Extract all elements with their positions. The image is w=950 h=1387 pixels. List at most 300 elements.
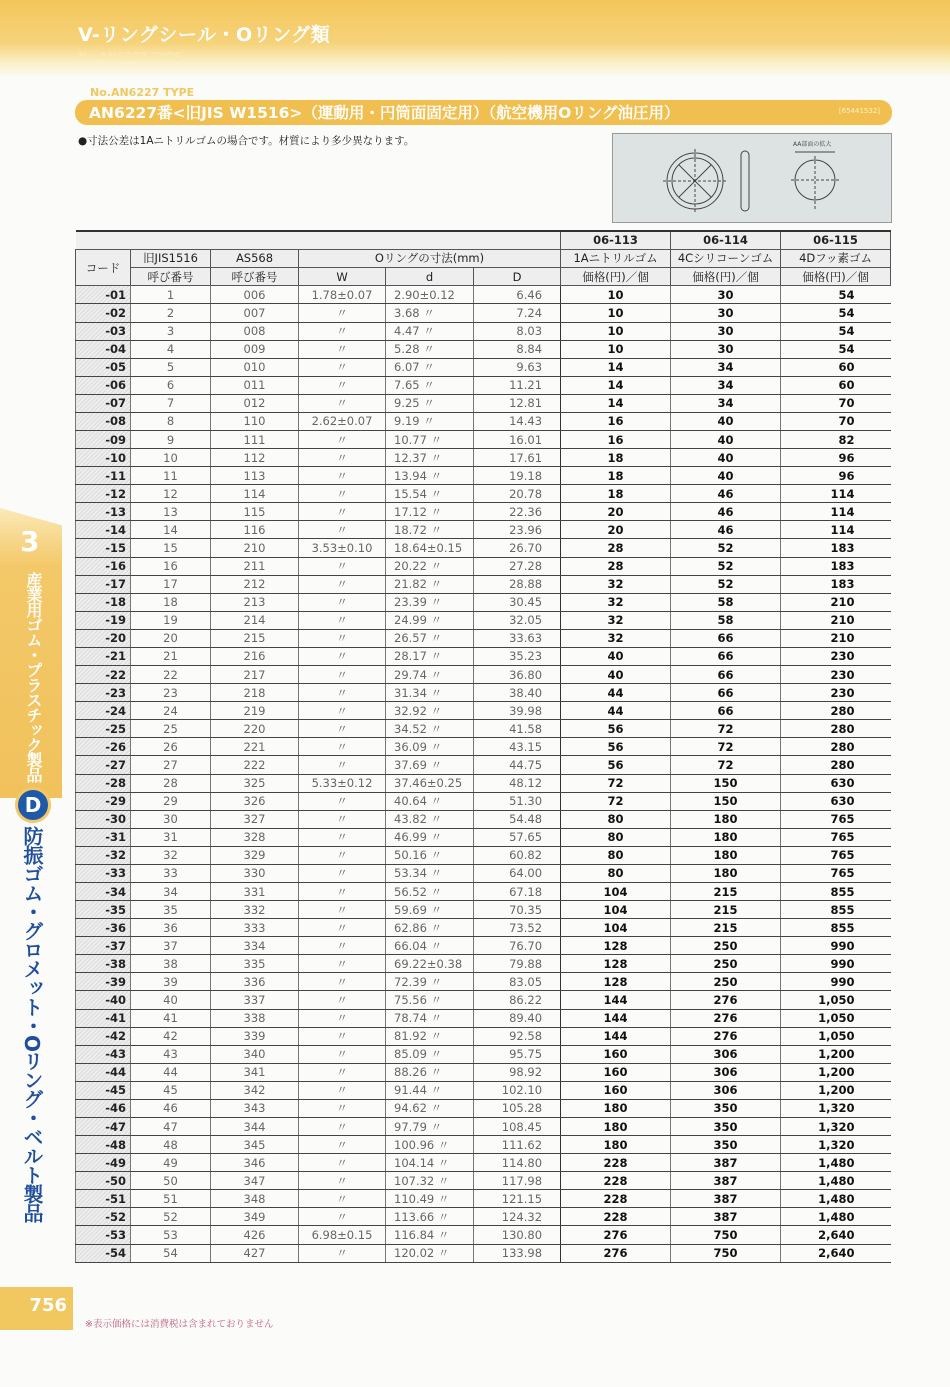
cell-price-fluoro: 630 — [781, 792, 891, 810]
cell-as568: 116 — [211, 521, 299, 539]
cell-as568: 010 — [211, 358, 299, 376]
table-row — [76, 1063, 891, 1081]
cell-d: 9.19 〃 — [386, 412, 474, 430]
cell-d: 2.90±0.12 — [386, 286, 474, 304]
cell-jis: 24 — [131, 702, 211, 720]
cell-jis: 44 — [131, 1063, 211, 1081]
cell-price-fluoro: 765 — [781, 846, 891, 864]
cell-as568: 342 — [211, 1081, 299, 1099]
cell-price-silicone: 276 — [671, 1027, 781, 1045]
table-row — [76, 901, 891, 919]
cell-D: 64.00 — [474, 864, 561, 882]
cell-jis: 36 — [131, 919, 211, 937]
cell-price-nitrile: 276 — [561, 1226, 671, 1244]
cell-price-silicone: 66 — [671, 629, 781, 647]
cell-price-silicone: 52 — [671, 539, 781, 557]
cell-price-fluoro: 1,050 — [781, 1009, 891, 1027]
cell-d: 36.09 〃 — [386, 738, 474, 756]
cell-d: 66.04 〃 — [386, 937, 474, 955]
cell-D: 111.62 — [474, 1136, 561, 1154]
cell-w: 〃 — [299, 322, 386, 340]
cell-code: -45 — [76, 1081, 131, 1099]
cell-jis: 43 — [131, 1045, 211, 1063]
cell-w: 〃 — [299, 1009, 386, 1027]
col-dimensions: Oリングの寸法(mm) — [299, 249, 561, 267]
cell-price-fluoro: 210 — [781, 611, 891, 629]
cell-d: 4.47 〃 — [386, 322, 474, 340]
cell-as568: 219 — [211, 702, 299, 720]
cell-price-silicone: 46 — [671, 503, 781, 521]
cell-price-silicone: 180 — [671, 864, 781, 882]
cell-code: -38 — [76, 955, 131, 973]
cell-as568: 218 — [211, 684, 299, 702]
cell-code: -36 — [76, 919, 131, 937]
table-row — [76, 1190, 891, 1208]
cell-d: 5.28 〃 — [386, 340, 474, 358]
cell-w: 〃 — [299, 340, 386, 358]
cell-price-nitrile: 56 — [561, 720, 671, 738]
cell-jis: 53 — [131, 1226, 211, 1244]
cell-price-fluoro: 210 — [781, 593, 891, 611]
cell-price-silicone: 180 — [671, 810, 781, 828]
o-ring-diagram — [612, 133, 892, 223]
cell-jis: 22 — [131, 666, 211, 684]
cell-price-fluoro: 855 — [781, 882, 891, 900]
cell-price-fluoro: 230 — [781, 666, 891, 684]
cell-code: -37 — [76, 937, 131, 955]
cell-price-silicone: 72 — [671, 720, 781, 738]
cell-code: -50 — [76, 1172, 131, 1190]
cell-as568: 112 — [211, 449, 299, 467]
cell-price-nitrile: 228 — [561, 1172, 671, 1190]
cell-d: 75.56 〃 — [386, 991, 474, 1009]
table-row — [76, 1172, 891, 1190]
cell-w: 5.33±0.12 — [299, 774, 386, 792]
cell-w: 〃 — [299, 304, 386, 322]
cell-as568: 011 — [211, 376, 299, 394]
section-title-bar — [75, 100, 892, 125]
cell-as568: 347 — [211, 1172, 299, 1190]
cell-price-silicone: 180 — [671, 846, 781, 864]
table-row — [76, 919, 891, 937]
cell-D: 117.98 — [474, 1172, 561, 1190]
price3-code: 06-115 — [781, 231, 891, 249]
cell-price-silicone: 276 — [671, 991, 781, 1009]
cell-jis: 51 — [131, 1190, 211, 1208]
cell-D: 32.05 — [474, 611, 561, 629]
cell-D: 20.78 — [474, 485, 561, 503]
cell-d: 13.94 〃 — [386, 467, 474, 485]
cell-price-silicone: 350 — [671, 1099, 781, 1117]
cell-D: 57.65 — [474, 828, 561, 846]
cell-price-nitrile: 44 — [561, 684, 671, 702]
cell-code: -06 — [76, 376, 131, 394]
cell-w: 6.98±0.15 — [299, 1226, 386, 1244]
cell-price-silicone: 30 — [671, 322, 781, 340]
cell-price-nitrile: 128 — [561, 973, 671, 991]
cell-price-silicone: 72 — [671, 756, 781, 774]
col-jis: 旧JIS1516 — [131, 249, 211, 267]
cell-price-silicone: 30 — [671, 286, 781, 304]
cell-price-nitrile: 18 — [561, 467, 671, 485]
col-as568: AS568 — [211, 249, 299, 267]
cell-as568: 328 — [211, 828, 299, 846]
cell-as568: 217 — [211, 666, 299, 684]
cell-w: 〃 — [299, 973, 386, 991]
cell-price-fluoro: 630 — [781, 774, 891, 792]
cell-jis: 19 — [131, 611, 211, 629]
cell-price-silicone: 250 — [671, 973, 781, 991]
cell-w: 〃 — [299, 1063, 386, 1081]
cell-w: 2.62±0.07 — [299, 412, 386, 430]
cell-as568: 341 — [211, 1063, 299, 1081]
cell-w: 〃 — [299, 1099, 386, 1117]
cell-d: 31.34 〃 — [386, 684, 474, 702]
cell-as568: 340 — [211, 1045, 299, 1063]
cell-w: 〃 — [299, 1154, 386, 1172]
cell-d: 34.52 〃 — [386, 720, 474, 738]
cell-price-fluoro: 1,200 — [781, 1045, 891, 1063]
cell-as568: 326 — [211, 792, 299, 810]
cell-d: 113.66 〃 — [386, 1208, 474, 1226]
cell-jis: 9 — [131, 431, 211, 449]
table-row — [76, 882, 891, 900]
cell-D: 83.05 — [474, 973, 561, 991]
cell-price-nitrile: 32 — [561, 629, 671, 647]
cell-price-fluoro: 54 — [781, 322, 891, 340]
table-row — [76, 1009, 891, 1027]
cell-as568: 329 — [211, 846, 299, 864]
cell-w: 〃 — [299, 937, 386, 955]
cell-as568: 110 — [211, 412, 299, 430]
table-row — [76, 666, 891, 684]
cell-code: -48 — [76, 1136, 131, 1154]
cell-price-fluoro: 1,480 — [781, 1208, 891, 1226]
cell-jis: 7 — [131, 394, 211, 412]
cell-jis: 52 — [131, 1208, 211, 1226]
cell-price-nitrile: 180 — [561, 1099, 671, 1117]
cell-D: 124.32 — [474, 1208, 561, 1226]
cell-code: -27 — [76, 756, 131, 774]
cell-price-nitrile: 104 — [561, 901, 671, 919]
table-row — [76, 1099, 891, 1117]
cell-D: 33.63 — [474, 629, 561, 647]
cell-code: -08 — [76, 412, 131, 430]
cell-d: 59.69 〃 — [386, 901, 474, 919]
cell-price-nitrile: 72 — [561, 792, 671, 810]
cell-price-nitrile: 180 — [561, 1136, 671, 1154]
cell-w: 〃 — [299, 882, 386, 900]
cell-w: 〃 — [299, 1172, 386, 1190]
cell-D: 8.03 — [474, 322, 561, 340]
cell-price-fluoro: 1,200 — [781, 1063, 891, 1081]
cell-d: 69.22±0.38 — [386, 955, 474, 973]
cell-jis: 16 — [131, 557, 211, 575]
cell-price-silicone: 66 — [671, 647, 781, 665]
cell-code: -43 — [76, 1045, 131, 1063]
cell-price-nitrile: 180 — [561, 1117, 671, 1135]
cell-w: 〃 — [299, 521, 386, 539]
cell-as568: 215 — [211, 629, 299, 647]
cell-price-silicone: 46 — [671, 485, 781, 503]
cell-price-nitrile: 104 — [561, 882, 671, 900]
cell-D: 19.18 — [474, 467, 561, 485]
table-row — [76, 575, 891, 593]
cell-D: 89.40 — [474, 1009, 561, 1027]
table-row — [76, 611, 891, 629]
cell-price-fluoro: 1,320 — [781, 1117, 891, 1135]
table-row — [76, 503, 891, 521]
col-d: d — [386, 268, 474, 286]
cell-code: -19 — [76, 611, 131, 629]
cell-price-silicone: 750 — [671, 1244, 781, 1262]
cell-d: 104.14 〃 — [386, 1154, 474, 1172]
cell-price-nitrile: 56 — [561, 738, 671, 756]
table-row — [76, 376, 891, 394]
cell-price-nitrile: 20 — [561, 521, 671, 539]
cell-jis: 2 — [131, 304, 211, 322]
cell-price-nitrile: 28 — [561, 557, 671, 575]
col-code: コード — [76, 249, 131, 286]
cell-as568: 111 — [211, 431, 299, 449]
cell-price-silicone: 150 — [671, 792, 781, 810]
cell-price-silicone: 387 — [671, 1154, 781, 1172]
cell-jis: 28 — [131, 774, 211, 792]
cell-as568: 113 — [211, 467, 299, 485]
cell-price-fluoro: 60 — [781, 358, 891, 376]
cell-price-fluoro: 2,640 — [781, 1226, 891, 1244]
cell-price-nitrile: 40 — [561, 666, 671, 684]
cell-D: 14.43 — [474, 412, 561, 430]
col-as-number: 呼び番号 — [211, 268, 299, 286]
cell-as568: 115 — [211, 503, 299, 521]
cell-D: 17.61 — [474, 449, 561, 467]
cell-price-silicone: 40 — [671, 412, 781, 430]
cell-D: 35.23 — [474, 647, 561, 665]
cell-price-fluoro: 2,640 — [781, 1244, 891, 1262]
cell-w: 〃 — [299, 720, 386, 738]
cell-price-silicone: 387 — [671, 1208, 781, 1226]
cell-price-silicone: 66 — [671, 684, 781, 702]
table-row — [76, 720, 891, 738]
cell-price-silicone: 387 — [671, 1190, 781, 1208]
cell-w: 〃 — [299, 394, 386, 412]
page-number: 756 — [0, 1287, 73, 1330]
cell-price-nitrile: 32 — [561, 593, 671, 611]
cell-code: -20 — [76, 629, 131, 647]
cell-d: 40.64 〃 — [386, 792, 474, 810]
table-row — [76, 1208, 891, 1226]
cell-price-fluoro: 96 — [781, 467, 891, 485]
table-row — [76, 828, 891, 846]
cell-as568: 327 — [211, 810, 299, 828]
cell-d: 15.54 〃 — [386, 485, 474, 503]
cell-D: 79.88 — [474, 955, 561, 973]
cell-d: 10.77 〃 — [386, 431, 474, 449]
cell-jis: 49 — [131, 1154, 211, 1172]
cell-d: 110.49 〃 — [386, 1190, 474, 1208]
cell-price-silicone: 58 — [671, 593, 781, 611]
cell-w: 〃 — [299, 955, 386, 973]
cell-as568: 009 — [211, 340, 299, 358]
table-row — [76, 286, 891, 304]
cell-price-fluoro: 1,050 — [781, 1027, 891, 1045]
cell-D: 7.24 — [474, 304, 561, 322]
cell-code: -32 — [76, 846, 131, 864]
cell-price-nitrile: 128 — [561, 955, 671, 973]
cell-D: 54.48 — [474, 810, 561, 828]
cell-price-fluoro: 280 — [781, 738, 891, 756]
cell-code: -41 — [76, 1009, 131, 1027]
cell-price-nitrile: 160 — [561, 1063, 671, 1081]
header-banner — [0, 0, 950, 78]
cell-code: -02 — [76, 304, 131, 322]
cell-as568: 339 — [211, 1027, 299, 1045]
table-row — [76, 684, 891, 702]
cell-price-nitrile: 80 — [561, 864, 671, 882]
cell-D: 39.98 — [474, 702, 561, 720]
cell-jis: 13 — [131, 503, 211, 521]
cell-price-silicone: 350 — [671, 1117, 781, 1135]
col-w: W — [299, 268, 386, 286]
cell-code: -34 — [76, 882, 131, 900]
cell-price-nitrile: 10 — [561, 286, 671, 304]
cell-price-nitrile: 228 — [561, 1154, 671, 1172]
cell-jis: 35 — [131, 901, 211, 919]
cell-price-fluoro: 210 — [781, 629, 891, 647]
cell-jis: 11 — [131, 467, 211, 485]
cell-price-fluoro: 96 — [781, 449, 891, 467]
col-D: D — [474, 268, 561, 286]
cell-price-nitrile: 10 — [561, 322, 671, 340]
cell-d: 88.26 〃 — [386, 1063, 474, 1081]
cell-D: 27.28 — [474, 557, 561, 575]
table-row — [76, 431, 891, 449]
cell-code: -31 — [76, 828, 131, 846]
header-subtitle: No.AN6227 TYPE — [78, 50, 183, 63]
cell-code: -46 — [76, 1099, 131, 1117]
table-row — [76, 1081, 891, 1099]
section-subtitle: No.AN6227 TYPE — [90, 86, 195, 99]
cell-price-silicone: 350 — [671, 1136, 781, 1154]
cell-price-silicone: 52 — [671, 557, 781, 575]
cell-code: -51 — [76, 1190, 131, 1208]
cell-price-nitrile: 144 — [561, 1027, 671, 1045]
table-row — [76, 1154, 891, 1172]
cell-w: 1.78±0.07 — [299, 286, 386, 304]
cell-D: 11.21 — [474, 376, 561, 394]
cell-jis: 8 — [131, 412, 211, 430]
figure-label: AA部面の拡大 — [793, 141, 832, 148]
cell-D: 114.80 — [474, 1154, 561, 1172]
cell-w: 〃 — [299, 1208, 386, 1226]
cell-price-silicone: 250 — [671, 955, 781, 973]
cell-price-silicone: 150 — [671, 774, 781, 792]
table-row — [76, 738, 891, 756]
cell-w: 〃 — [299, 684, 386, 702]
cell-price-nitrile: 16 — [561, 431, 671, 449]
cell-jis: 32 — [131, 846, 211, 864]
cell-code: -39 — [76, 973, 131, 991]
cell-jis: 15 — [131, 539, 211, 557]
cell-as568: 210 — [211, 539, 299, 557]
cell-d: 20.22 〃 — [386, 557, 474, 575]
cell-price-fluoro: 855 — [781, 919, 891, 937]
cell-D: 38.40 — [474, 684, 561, 702]
cell-jis: 17 — [131, 575, 211, 593]
cell-code: -05 — [76, 358, 131, 376]
section-side-title: 防振ゴム・グロメット・Oリング・ベルト製品 — [20, 826, 44, 1223]
cell-d: 107.32 〃 — [386, 1172, 474, 1190]
cell-price-nitrile: 14 — [561, 376, 671, 394]
cell-code: -14 — [76, 521, 131, 539]
cell-d: 100.96 〃 — [386, 1136, 474, 1154]
cell-code: -52 — [76, 1208, 131, 1226]
cell-price-fluoro: 990 — [781, 973, 891, 991]
cell-price-fluoro: 1,050 — [781, 991, 891, 1009]
cell-price-silicone: 215 — [671, 901, 781, 919]
cell-d: 62.86 〃 — [386, 919, 474, 937]
cell-as568: 345 — [211, 1136, 299, 1154]
cell-price-fluoro: 82 — [781, 431, 891, 449]
cell-d: 72.39 〃 — [386, 973, 474, 991]
cell-jis: 39 — [131, 973, 211, 991]
table-row — [76, 1244, 891, 1262]
price3-material: 4Dフッ素ゴム — [781, 249, 891, 267]
cell-price-nitrile: 44 — [561, 702, 671, 720]
cell-D: 22.36 — [474, 503, 561, 521]
cell-w: 〃 — [299, 1045, 386, 1063]
cell-D: 130.80 — [474, 1226, 561, 1244]
cell-D: 41.58 — [474, 720, 561, 738]
price1-material: 1Aニトリルゴム — [561, 249, 671, 267]
table-row — [76, 864, 891, 882]
cell-w: 〃 — [299, 449, 386, 467]
table-row — [76, 647, 891, 665]
cell-jis: 45 — [131, 1081, 211, 1099]
cell-as568: 212 — [211, 575, 299, 593]
o-ring-price-table — [75, 230, 891, 1263]
cell-as568: 335 — [211, 955, 299, 973]
cell-code: -47 — [76, 1117, 131, 1135]
cell-d: 56.52 〃 — [386, 882, 474, 900]
table-row — [76, 756, 891, 774]
cell-code: -03 — [76, 322, 131, 340]
cell-price-silicone: 34 — [671, 358, 781, 376]
cell-price-fluoro: 114 — [781, 485, 891, 503]
cell-w: 〃 — [299, 1244, 386, 1262]
cell-price-fluoro: 990 — [781, 955, 891, 973]
cell-D: 30.45 — [474, 593, 561, 611]
cell-code: -10 — [76, 449, 131, 467]
price3-unit: 価格(円)／個 — [781, 268, 891, 286]
cell-as568: 349 — [211, 1208, 299, 1226]
table-row — [76, 521, 891, 539]
cell-D: 98.92 — [474, 1063, 561, 1081]
cell-jis: 50 — [131, 1172, 211, 1190]
cell-price-fluoro: 1,200 — [781, 1081, 891, 1099]
section-code: [65441532] — [838, 107, 880, 115]
cell-jis: 47 — [131, 1117, 211, 1135]
cell-code: -33 — [76, 864, 131, 882]
cell-price-nitrile: 14 — [561, 358, 671, 376]
cell-w: 〃 — [299, 828, 386, 846]
cell-price-silicone: 276 — [671, 1009, 781, 1027]
table-row — [76, 991, 891, 1009]
cell-w: 〃 — [299, 358, 386, 376]
cell-D: 67.18 — [474, 882, 561, 900]
cell-d: 21.82 〃 — [386, 575, 474, 593]
